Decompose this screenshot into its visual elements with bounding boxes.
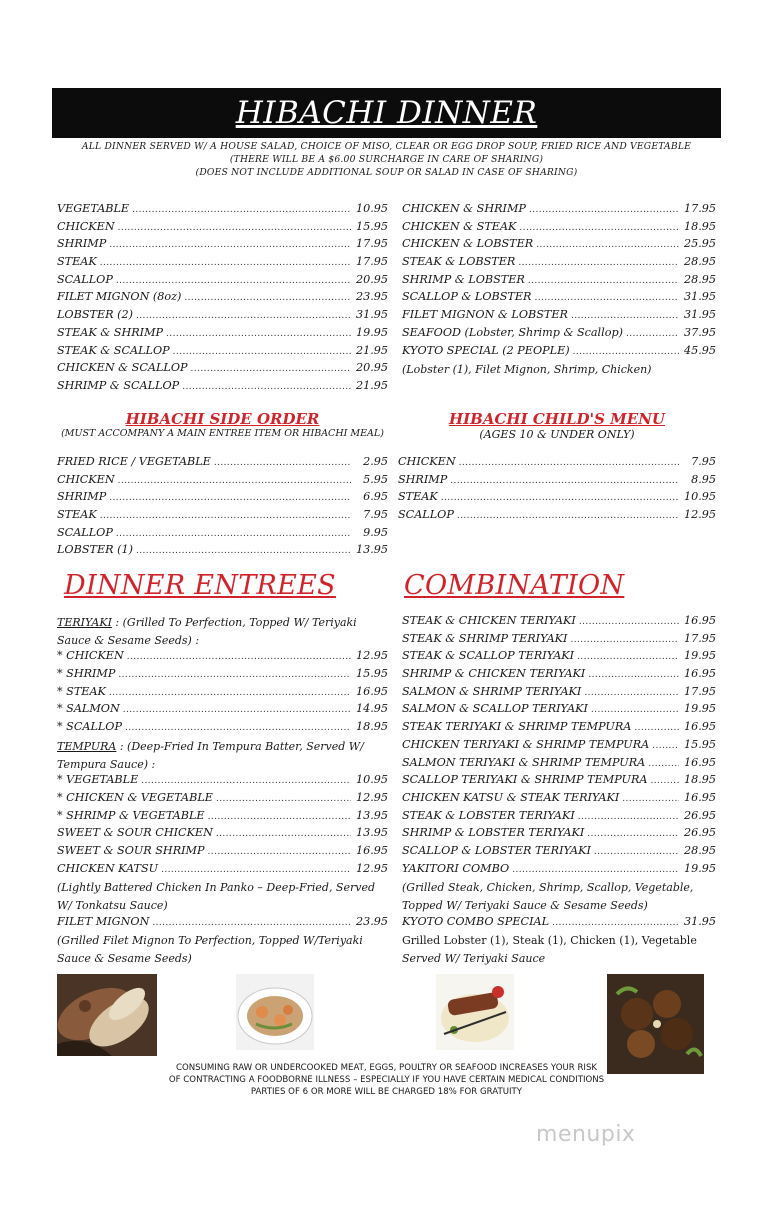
item-name: SHRIMP [398, 472, 448, 486]
item-price: 19.95 [683, 649, 716, 663]
tempura-heading [57, 738, 388, 756]
menu-item [402, 844, 716, 862]
item-name: STEAK & SHRIMP TERIYAKI [402, 631, 568, 645]
child-menu-title: HIBACHI CHILD'S MENU [448, 410, 665, 428]
item-name: VEGETABLE [57, 202, 130, 215]
item-name: STEAK & LOBSTER [402, 255, 516, 269]
leader-dots [536, 240, 679, 250]
menu-item [57, 685, 388, 703]
item-name: CHICKEN [398, 455, 456, 468]
leader-dots [577, 652, 679, 662]
menu-item [57, 791, 388, 809]
leader-dots [109, 688, 351, 698]
item-name: CHICKEN & SCALLOP [57, 361, 188, 375]
menu-item [57, 773, 388, 791]
item-price: 16.95 [683, 614, 716, 627]
food-photo-grilled-lobster [57, 974, 157, 1056]
food-photo-steak-plate [436, 974, 514, 1050]
item-name: SCALLOP & LOBSTER [402, 290, 532, 304]
item-price: 16.95 [683, 667, 716, 681]
leader-dots [534, 293, 679, 303]
leader-dots [109, 240, 351, 250]
item-price: 26.95 [683, 826, 716, 840]
leader-dots [579, 617, 679, 627]
food-photo-shrimp-plate [236, 974, 314, 1050]
side-order-note: (MUST ACCOMPANY A MAIN ENTREE ITEM OR HIBACHI MEAL) [61, 428, 384, 439]
item-price: 20.95 [355, 361, 388, 375]
leader-dots [166, 329, 351, 339]
item-price: 17.95 [683, 684, 716, 698]
menu-item [57, 237, 388, 255]
item-name: CHICKEN TERIYAKI & SHRIMP TEMPURA [402, 737, 650, 751]
item-price: 16.95 [683, 755, 716, 769]
item-price: 12.95 [355, 790, 388, 804]
combination-title: COMBINATION [404, 570, 625, 601]
combination-list [402, 614, 716, 879]
leader-dots [118, 223, 351, 233]
menu-item [402, 809, 716, 827]
item-name: * SHRIMP [57, 667, 116, 681]
intro-text [52, 140, 721, 179]
leader-dots [123, 705, 351, 715]
leader-dots [626, 329, 679, 339]
menu-item [57, 826, 388, 844]
leader-dots [652, 741, 679, 751]
item-name: STEAK & SCALLOP [57, 343, 170, 357]
item-price: 12.95 [355, 649, 388, 663]
leader-dots [587, 829, 679, 839]
intro-line-3: (DOES NOT INCLUDE ADDITIONAL SOUP OR SALAD IN CASE OF SHARING) [195, 167, 578, 178]
item-name: SEAFOOD (Lobster, Shrimp & Scallop) [402, 325, 623, 339]
kyoto-special-note: (Lobster (1), Filet Mignon, Shrimp, Chicken) [402, 363, 652, 376]
menu-item [402, 685, 716, 703]
item-name: STEAK TERIYAKI & SHRIMP TEMPURA [402, 720, 632, 734]
item-name: SHRIMP [57, 490, 107, 504]
item-name: SALMON TERIYAKI & SHRIMP TEMPURA [402, 755, 646, 769]
item-name: SHRIMP & LOBSTER TERIYAKI [402, 826, 585, 840]
item-price: 15.95 [683, 737, 716, 751]
menu-item [398, 490, 716, 508]
item-name: * SCALLOP [57, 720, 123, 734]
hibachi-list-left [57, 202, 388, 397]
item-name: * VEGETABLE [57, 773, 139, 787]
menu-item [402, 614, 716, 632]
menu-item [402, 326, 716, 344]
menu-item [57, 308, 388, 326]
item-name: * SHRIMP & VEGETABLE [57, 808, 205, 822]
leader-dots [116, 529, 351, 539]
item-price: 20.95 [355, 272, 388, 286]
menu-item [402, 826, 716, 844]
leader-dots [529, 205, 679, 215]
leader-dots [118, 476, 351, 486]
leader-dots [588, 670, 679, 680]
item-price: 10.95 [355, 202, 388, 215]
leader-dots [528, 276, 679, 286]
item-name: CHICKEN & LOBSTER [402, 237, 534, 251]
item-name: CHICKEN & SHRIMP [402, 202, 526, 215]
menu-item [57, 220, 388, 238]
leader-dots [118, 670, 351, 680]
item-name: SCALLOP & LOBSTER TERIYAKI [402, 843, 591, 857]
leader-dots [594, 847, 679, 857]
leader-dots [584, 688, 679, 698]
item-price: 16.95 [355, 684, 388, 698]
leader-dots [182, 382, 351, 392]
item-name: FILET MIGNON & LOBSTER [402, 308, 568, 322]
item-name: SCALLOP [398, 508, 454, 522]
kyoto-desc-b: Served W/ Teriyaki Sauce [402, 952, 546, 966]
item-price: 15.95 [355, 667, 388, 681]
menu-item [57, 862, 388, 880]
leader-dots [578, 812, 679, 822]
leader-dots [141, 776, 351, 786]
menu-item [57, 720, 388, 738]
menu-item [402, 773, 716, 791]
item-price: 15.95 [355, 219, 388, 233]
menu-item [398, 508, 716, 526]
item-price: 25.95 [683, 237, 716, 251]
footer-line-2: OF CONTRACTING A FOODBORNE ILLNESS – ESPECIALLY IF YOU HAVE CERTAIN MEDICAL CONDITIONS [168, 1075, 605, 1085]
item-name: LOBSTER (1) [57, 543, 133, 557]
leader-dots [570, 635, 679, 645]
menu-item [402, 273, 716, 291]
menu-item [57, 508, 388, 526]
leader-dots [125, 723, 351, 733]
side-order-list [57, 455, 388, 561]
item-name: STEAK [57, 508, 97, 522]
leader-dots [512, 865, 679, 875]
item-price: 23.95 [355, 290, 388, 304]
item-name: CHICKEN [57, 472, 115, 486]
item-name: SCALLOP [57, 525, 113, 539]
item-price: 16.95 [355, 844, 388, 857]
item-name: * CHICKEN & VEGETABLE [57, 790, 213, 804]
item-name: STEAK & CHICKEN TERIYAKI [402, 614, 576, 627]
filet-desc-b: Sauce & Sesame Seeds) [57, 952, 192, 966]
dinner-entrees-title: DINNER ENTREES [64, 570, 336, 601]
menu-item [398, 473, 716, 491]
leader-dots [634, 723, 679, 733]
item-price: 10.95 [355, 773, 388, 787]
item-price: 18.95 [683, 773, 716, 787]
item-name: FILET MIGNON (8oz) [57, 290, 182, 304]
leader-dots [648, 759, 679, 769]
leader-dots [457, 511, 679, 521]
katsu-desc-a: (Lightly Battered Chicken In Panko – Deep-Fried, Served [57, 881, 376, 895]
item-price: 13.95 [355, 808, 388, 822]
leader-dots [173, 347, 351, 357]
menu-item [57, 526, 388, 544]
item-price: 31.95 [683, 290, 716, 304]
item-price: 8.95 [691, 472, 716, 486]
menu-item [398, 455, 716, 473]
item-name: SHRIMP & CHICKEN TERIYAKI [402, 667, 586, 681]
item-name: SCALLOP [57, 272, 113, 286]
yakitori-desc-a: (Grilled Steak, Chicken, Shrimp, Scallop, Vegetable, [402, 881, 694, 895]
menu-item [402, 220, 716, 238]
item-name: CHICKEN [57, 219, 115, 233]
item-price: 37.95 [683, 325, 716, 339]
leader-dots [132, 205, 351, 215]
menu-item [57, 543, 388, 561]
teriyaki-list [57, 649, 388, 737]
leader-dots [100, 511, 351, 521]
leader-dots [591, 705, 679, 715]
intro-line-1: ALL DINNER SERVED W/ A HOUSE SALAD, CHOICE OF MISO, CLEAR OR EGG DROP SOUP, FRIED RICE AND VEGETABLE [81, 141, 692, 152]
item-name: FILET MIGNON [57, 914, 150, 928]
menu-item [57, 667, 388, 685]
menu-item [57, 361, 388, 379]
menu-item [57, 490, 388, 508]
item-name: STEAK [398, 490, 438, 504]
item-price: 12.95 [355, 861, 388, 875]
item-price: 7.95 [691, 455, 716, 468]
footer-line-1: CONSUMING RAW OR UNDERCOOKED MEAT, EGGS, POULTRY OR SEAFOOD INCREASES YOUR RISK [175, 1063, 598, 1073]
item-name: SHRIMP [57, 237, 107, 251]
leader-dots [622, 794, 679, 804]
item-price: 18.95 [683, 219, 716, 233]
item-price: 10.95 [683, 490, 716, 504]
menu-item [57, 255, 388, 273]
item-price: 19.95 [355, 325, 388, 339]
menu-item [402, 756, 716, 774]
item-price: 6.95 [363, 490, 388, 504]
menu-item [57, 202, 388, 220]
item-name: STEAK & SHRIMP [57, 325, 164, 339]
item-price: 13.95 [355, 826, 388, 840]
leader-dots [214, 458, 351, 468]
page-title: HIBACHI DINNER [235, 95, 538, 131]
teriyaki-desc-b: Sauce & Sesame Seeds) : [57, 633, 200, 647]
item-price: 28.95 [683, 272, 716, 286]
item-name: CHICKEN KATSU & STEAK TERIYAKI [402, 790, 620, 804]
item-price: 16.95 [683, 720, 716, 734]
tempura-desc-b: Tempura Sauce) : [57, 757, 156, 771]
menu-item [57, 273, 388, 291]
item-price: 23.95 [355, 914, 388, 928]
leader-dots [136, 546, 351, 556]
menu-item [402, 632, 716, 650]
item-name: * SALMON [57, 702, 120, 716]
leader-dots [573, 347, 679, 357]
menu-item [57, 473, 388, 491]
footer-line-3: PARTIES OF 6 OR MORE WILL BE CHARGED 18% FOR GRATUITY [250, 1087, 523, 1097]
kyoto-desc-a: Grilled Lobster (1), Steak (1), Chicken (1), Vegetable [402, 934, 697, 948]
menu-item [402, 720, 716, 738]
menu-item [402, 344, 716, 362]
leader-dots [441, 493, 679, 503]
leader-dots [208, 847, 351, 857]
item-name: KYOTO COMBO SPECIAL [402, 914, 549, 928]
item-name: YAKITORI COMBO [402, 861, 510, 875]
child-menu-note: (AGES 10 & UNDER ONLY) [479, 428, 635, 441]
katsu-desc-b: W/ Tonkatsu Sauce) [57, 899, 168, 913]
menu-item [402, 862, 716, 880]
entree-other-list [57, 826, 388, 879]
leader-dots [571, 311, 679, 321]
tempura-desc-a: : (Deep-Fried In Tempura Batter, Served W/ [116, 739, 364, 753]
item-price: 26.95 [683, 808, 716, 822]
leader-dots [450, 476, 679, 486]
menu-item [402, 237, 716, 255]
hibachi-list-right [402, 202, 716, 361]
intro-line-2: (THERE WILL BE A $6.00 SURCHARGE IN CARE OF SHARING) [229, 154, 544, 165]
menu-item [402, 915, 716, 933]
item-name: STEAK & SCALLOP TERIYAKI [402, 649, 575, 663]
menu-item [402, 308, 716, 326]
leader-dots [459, 458, 679, 468]
item-price: 18.95 [355, 720, 388, 734]
tempura-list [57, 773, 388, 826]
item-price: 7.95 [363, 508, 388, 522]
menu-item [57, 649, 388, 667]
item-price: 31.95 [355, 308, 388, 322]
menu-item [402, 290, 716, 308]
side-order-header [57, 410, 388, 439]
leader-dots [216, 794, 351, 804]
menu-item [57, 844, 388, 862]
leader-dots [116, 276, 351, 286]
leader-dots [136, 311, 351, 321]
item-price: 14.95 [355, 702, 388, 716]
menu-item [402, 202, 716, 220]
item-price: 21.95 [355, 343, 388, 357]
title-banner [52, 88, 721, 138]
item-name: * CHICKEN [57, 649, 124, 663]
item-price: 5.95 [363, 472, 388, 486]
item-price: 28.95 [683, 255, 716, 269]
item-name: KYOTO SPECIAL (2 PEOPLE) [402, 343, 570, 357]
menu-item [57, 455, 388, 473]
item-price: 17.95 [683, 202, 716, 215]
item-name: STEAK & LOBSTER TERIYAKI [402, 808, 575, 822]
menu-item [57, 809, 388, 827]
item-price: 28.95 [683, 843, 716, 857]
leader-dots [208, 812, 351, 822]
item-name: SHRIMP & SCALLOP [57, 378, 180, 392]
item-price: 19.95 [683, 702, 716, 716]
item-price: 17.95 [683, 631, 716, 645]
item-price: 16.95 [683, 790, 716, 804]
leader-dots [161, 865, 351, 875]
item-price: 13.95 [355, 543, 388, 557]
food-photo-teriyaki [607, 974, 704, 1074]
leader-dots [650, 776, 679, 786]
item-price: 2.95 [363, 455, 388, 468]
item-price: 17.95 [355, 237, 388, 251]
item-price: 9.95 [363, 525, 388, 539]
leader-dots [519, 223, 679, 233]
item-name: * STEAK [57, 684, 106, 698]
item-name: SHRIMP & LOBSTER [402, 272, 525, 286]
dinner-entrees-section [57, 614, 388, 968]
item-name: SCALLOP TERIYAKI & SHRIMP TEMPURA [402, 773, 648, 787]
item-name: STEAK [57, 255, 97, 269]
teriyaki-desc-a: : (Grilled To Perfection, Topped W/ Teriyaki [111, 616, 357, 629]
item-price: 19.95 [683, 861, 716, 875]
leader-dots [191, 364, 351, 374]
leader-dots [216, 829, 351, 839]
menu-item [57, 702, 388, 720]
item-price: 21.95 [355, 378, 388, 392]
footer-disclaimer [52, 1062, 721, 1098]
menu-item [402, 667, 716, 685]
leader-dots [100, 258, 351, 268]
item-price: 31.95 [683, 914, 716, 928]
menu-item [402, 738, 716, 756]
teriyaki-label: TERIYAKI [57, 616, 112, 629]
item-name: FRIED RICE / VEGETABLE [57, 455, 211, 468]
item-name: SWEET & SOUR SHRIMP [57, 844, 205, 857]
item-name: LOBSTER (2) [57, 308, 133, 322]
child-menu-header [398, 410, 716, 441]
menu-item [402, 702, 716, 720]
filet-desc-a: (Grilled Filet Mignon To Perfection, Topped W/Teriyaki [57, 934, 363, 948]
watermark-logo: menupix [536, 1122, 636, 1147]
leader-dots [127, 652, 351, 662]
child-menu-list [398, 455, 716, 526]
menu-item [402, 255, 716, 273]
menu-item [57, 379, 388, 397]
leader-dots [109, 493, 351, 503]
item-price: 12.95 [683, 508, 716, 522]
menu-item [402, 791, 716, 809]
menu-item [57, 915, 388, 933]
item-name: CHICKEN KATSU [57, 861, 159, 875]
menu-item [57, 290, 388, 308]
tempura-label: TEMPURA [57, 739, 117, 753]
combination-section [402, 614, 716, 968]
item-name: SALMON & SHRIMP TERIYAKI [402, 684, 582, 698]
item-price: 45.95 [683, 343, 716, 357]
menu-item [57, 326, 388, 344]
leader-dots [518, 258, 679, 268]
menu-item [57, 344, 388, 362]
yakitori-desc-b: Topped W/ Teriyaki Sauce & Sesame Seeds) [402, 899, 648, 913]
item-price: 17.95 [355, 255, 388, 269]
side-order-title: HIBACHI SIDE ORDER [125, 410, 320, 428]
item-name: SWEET & SOUR CHICKEN [57, 826, 213, 840]
leader-dots [184, 293, 351, 303]
teriyaki-heading [57, 614, 388, 632]
item-price: 31.95 [683, 308, 716, 322]
item-name: CHICKEN & STEAK [402, 219, 517, 233]
menu-item [402, 649, 716, 667]
item-name: SALMON & SCALLOP TERIYAKI [402, 702, 588, 716]
